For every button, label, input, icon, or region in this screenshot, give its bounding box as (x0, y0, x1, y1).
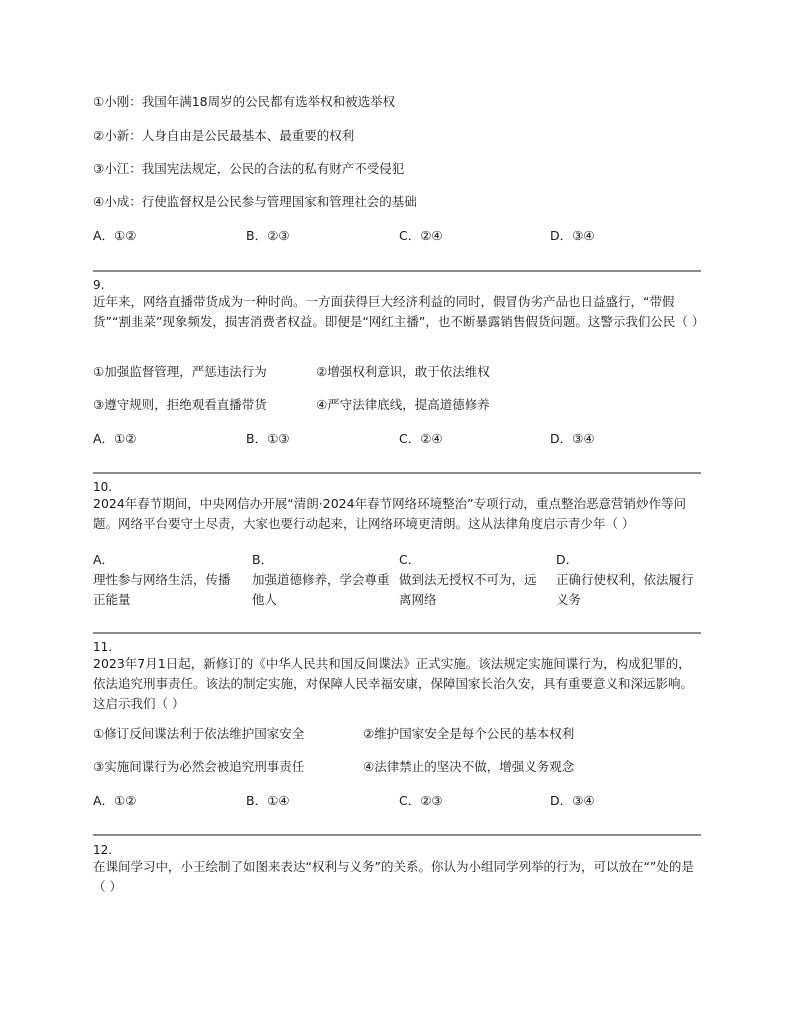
q10-option-a[interactable] (93, 550, 233, 610)
question-divider (93, 834, 701, 836)
q11-statement: ④法律禁止的坚决不做，增强义务观念 (363, 759, 575, 774)
q11-option-a[interactable]: A．①② (93, 793, 137, 808)
q9-option-d[interactable]: D．③④ (550, 431, 595, 446)
q11-option-c[interactable]: C．②③ (399, 793, 443, 808)
q8-option-d[interactable]: D．③④ (550, 228, 595, 243)
q11-option-d[interactable]: D．③④ (550, 793, 595, 808)
q9-statement: ②增强权利意识，敢于依法维权 (316, 364, 490, 379)
q8-statement: ①小刚：我国年满18周岁的公民都有选举权和被选举权 (93, 94, 396, 109)
option-letter: C． (399, 552, 421, 567)
q12-stem: 在课间学习中，小王绘制了如图来表达“权利与义务”的关系。你认为小组同学列举的行为，可以放在“”处的是（ ） (93, 859, 694, 894)
option-letter: D． (556, 552, 579, 567)
q9-stem: 近年来，网络直播带货成为一种时尚。一方面获得巨大经济利益的同时，假冒伪劣产品也日益盛行，“带假货”“割韭菜”现象频发，损害消费者权益。即便是“网红主播”，也不断暴露销售假货问题。这警示我们公民（ ） (93, 294, 705, 329)
option-text: 理性参与网络生活，传播正能量 (93, 572, 231, 607)
q11-number: 11. (93, 640, 113, 654)
q11-statement: ①修订反间谍法利于依法维护国家安全 (93, 726, 305, 741)
q11-statement: ②维护国家安全是每个公民的基本权利 (363, 726, 575, 741)
q8-statement: ②小新：人身自由是公民最基本、最重要的权利 (93, 128, 355, 143)
option-letter: A． (93, 552, 115, 567)
q8-option-c[interactable]: C．②④ (399, 228, 443, 243)
q8-statement: ③小江：我国宪法规定，公民的合法的私有财产不受侵犯 (93, 161, 405, 176)
q12-number: 12. (93, 843, 113, 857)
q9-option-b[interactable]: B．①③ (246, 431, 290, 446)
question-divider (93, 270, 701, 272)
q11-stem: 2023年7月1日起，新修订的《中华人民共和国反间谍法》正式实施。该法规定实施间谍行为，构成犯罪的，依法追究刑事责任。该法的制定实施，对保障人民幸福安康，保障国家长治久安，具有重要意义和深远影响。这启示我们（ ） (93, 656, 694, 711)
q9-option-a[interactable]: A．①② (93, 431, 137, 446)
q9-option-c[interactable]: C．②④ (399, 431, 443, 446)
option-text: 加强道德修养，学会尊重他人 (252, 572, 390, 607)
q8-option-a[interactable]: A．①② (93, 228, 137, 243)
q10-option-b[interactable] (252, 550, 392, 610)
q8-statement: ④小成：行使监督权是公民参与管理国家和管理社会的基础 (93, 194, 417, 209)
question-divider (93, 632, 701, 634)
q9-statement: ③遵守规则，拒绝观看直播带货 (93, 397, 267, 412)
q9-number: 9. (93, 278, 105, 292)
q10-stem: 2024年春节期间，中央网信办开展“清朗·2024年春节网络环境整治”专项行动，重点整治恶意营销炒作等问题。网络平台要守土尽责，大家也要行动起来，让网络环境更清朗。这从法律角度启示青少年（ ） (93, 496, 687, 531)
q9-statement: ④严守法律底线，提高道德修养 (316, 397, 490, 412)
q9-statement: ①加强监督管理，严惩违法行为 (93, 364, 267, 379)
q11-statement: ③实施间谍行为必然会被追究刑事责任 (93, 759, 305, 774)
q10-number: 10. (93, 480, 113, 494)
question-divider (93, 472, 701, 474)
option-text: 正确行使权利，依法履行义务 (556, 572, 694, 607)
q10-option-d[interactable] (556, 550, 696, 610)
option-letter: B． (252, 552, 274, 567)
q10-option-c[interactable] (399, 550, 539, 610)
q8-option-b[interactable]: B．②③ (246, 228, 290, 243)
option-text: 做到法无授权不可为，远离网络 (399, 572, 537, 607)
q11-option-b[interactable]: B．①④ (246, 793, 290, 808)
